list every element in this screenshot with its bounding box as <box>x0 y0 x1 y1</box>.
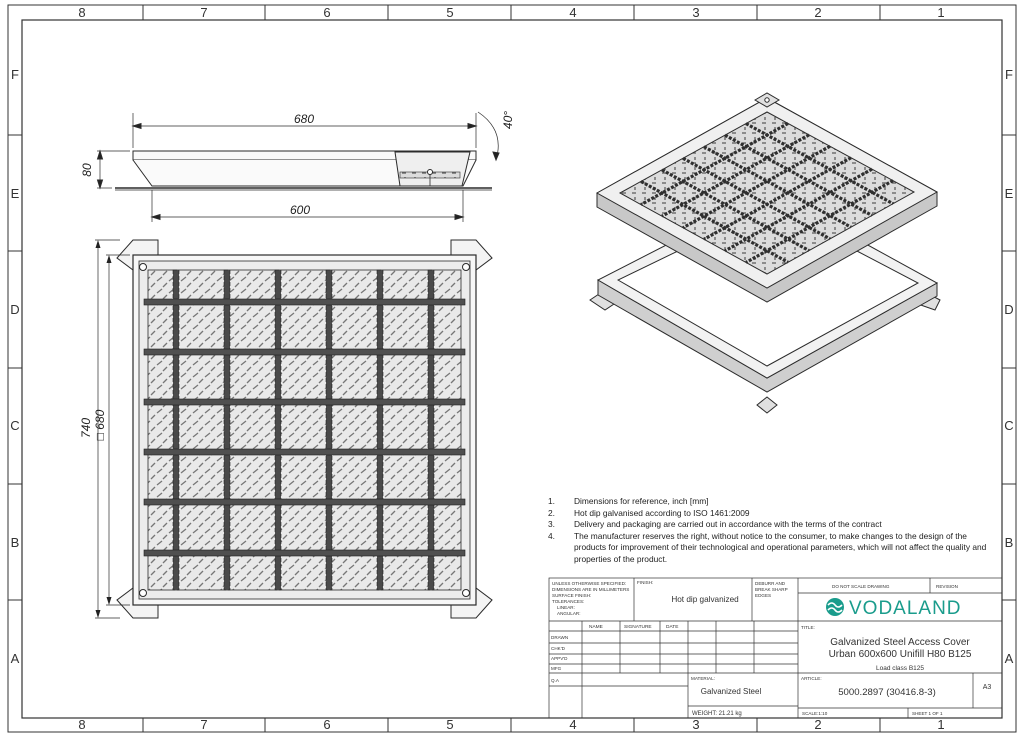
zone-row-label: E <box>10 186 20 201</box>
note-text: Hot dip galvanised according to ISO 1461:2009 <box>574 507 750 518</box>
finish-label: FINISH: <box>637 580 654 585</box>
note-text: Dimensions for reference, inch [mm] <box>574 496 709 506</box>
article-number: 5000.2897 (30416.8-3) <box>838 687 936 698</box>
company-logo: VODALAND <box>849 598 962 619</box>
zone-col-label: 6 <box>323 5 331 20</box>
unless-spec-line: DIMENSIONS ARE IN MILLIMETERS <box>552 587 630 592</box>
zone-col-label: 1 <box>937 717 945 732</box>
unless-spec-line: ANGULAR: <box>557 611 581 616</box>
drawing-title-line1: Galvanized Steel Access Cover <box>830 637 970 648</box>
unless-spec-line: SURFACE FINISH: <box>552 593 592 598</box>
note-number: 4. <box>548 530 555 541</box>
drawing-title-line2: Urban 600x600 Unifill H80 B125 <box>828 649 972 660</box>
zone-row-label: A <box>1004 651 1014 666</box>
unless-spec-line: UNLESS OTHERWISE SPECIFIED: <box>552 581 627 586</box>
zone-row-label: B <box>10 535 20 550</box>
zone-col-label: 8 <box>78 717 86 732</box>
revision-label: REVISION <box>936 584 958 589</box>
zone-row-label: C <box>10 418 20 433</box>
zone-row-label: D <box>10 302 20 317</box>
dimension-side-angle: 40° <box>501 110 515 130</box>
zone-col-label: 2 <box>814 717 822 732</box>
dimension-side-top: 680 <box>293 112 315 126</box>
weight: WEIGHT: 21.21 kg <box>692 711 742 717</box>
dimension-side-height: 80 <box>80 163 94 177</box>
zone-col-label: 6 <box>323 717 331 732</box>
deburr-line: BREAK SHARP <box>755 587 788 592</box>
deburr-line: EDGES <box>755 593 772 598</box>
row-checked: CHK'D <box>551 646 565 651</box>
zone-col-label: 4 <box>569 717 577 732</box>
sheet-size: A3 <box>982 684 992 691</box>
material-label: MATERIAL: <box>691 676 715 681</box>
load-class: Load class B125 <box>875 665 925 672</box>
zone-col-label: 8 <box>78 5 86 20</box>
row-approved: APPV'D <box>551 656 568 661</box>
note-text: The manufacturer reserves the right, without notice to the consumer, to make changes to the design of the products for improvement of their technological and operational parameters, which will not affect the quality and properties of the product. <box>574 530 987 564</box>
zone-row-label: F <box>1005 67 1013 82</box>
unless-spec-line: TOLERANCES: <box>552 599 585 604</box>
zone-col-label: 3 <box>692 717 700 732</box>
zone-row-label: B <box>1004 535 1014 550</box>
col-signature: SIGNATURE <box>624 625 652 630</box>
col-name: NAME <box>589 625 603 630</box>
note-text: Delivery and packaging are carried out in accordance with the terms of the contract <box>574 519 882 530</box>
dimension-plan-outer: 740 <box>79 417 93 439</box>
zone-col-label: 5 <box>446 717 454 732</box>
row-qa: Q.A <box>551 678 559 683</box>
zone-col-label: 1 <box>937 5 945 20</box>
deburr-line: DEBURR AND <box>755 581 786 586</box>
row-drawn: DRAWN <box>551 635 569 640</box>
zone-row-label: E <box>1004 186 1014 201</box>
zone-row-label: F <box>11 67 19 82</box>
scale: SCALE:1:10 <box>802 711 828 716</box>
zone-row-label: A <box>10 651 20 666</box>
row-mfg: MFG <box>551 666 562 671</box>
article-label: ARTICLE: <box>801 676 822 681</box>
unless-spec-line: LINEAR: <box>557 605 575 610</box>
material-value: Galvanized Steel <box>700 687 762 696</box>
zone-row-label: D <box>1004 302 1014 317</box>
title-label: TITLE: <box>801 625 815 630</box>
note-number: 2. <box>548 507 555 518</box>
do-not-scale-note: DO NOT SCALE DRAWING <box>832 584 890 589</box>
zone-row-label: C <box>1004 418 1014 433</box>
col-date: DATE <box>666 625 679 630</box>
zone-col-label: 7 <box>200 5 208 20</box>
zone-col-label: 3 <box>692 5 700 20</box>
zone-col-label: 7 <box>200 717 208 732</box>
zone-col-label: 4 <box>569 5 577 20</box>
dimension-side-bottom: 600 <box>289 203 311 217</box>
zone-col-label: 5 <box>446 5 454 20</box>
zone-col-label: 2 <box>814 5 822 20</box>
sheet-number: SHEET 1 OF 1 <box>912 711 943 716</box>
dimension-plan-inner: □ 680 <box>93 409 107 441</box>
note-number: 1. <box>548 496 555 506</box>
finish-value: Hot dip galvanized <box>671 595 739 604</box>
note-number: 3. <box>548 519 555 530</box>
